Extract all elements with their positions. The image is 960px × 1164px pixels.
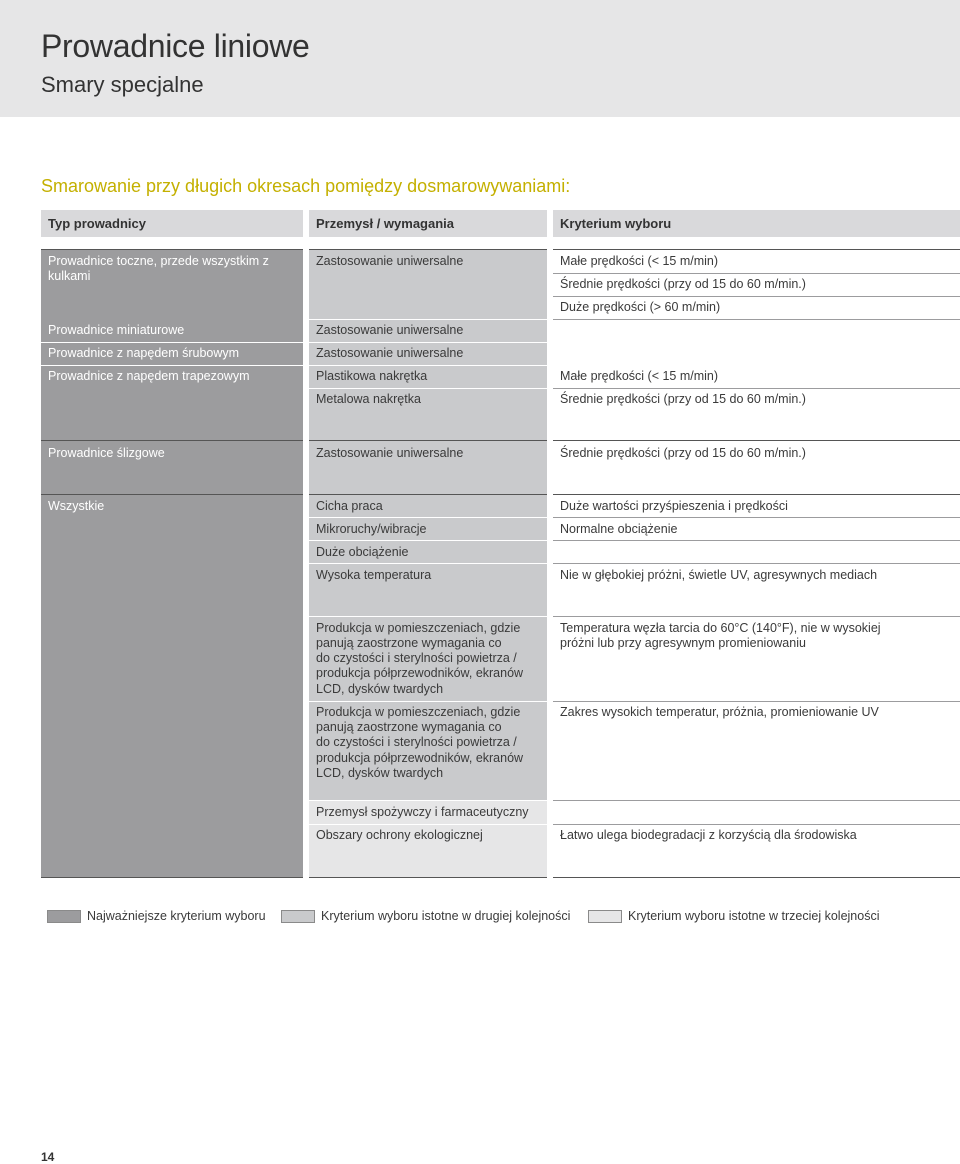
row-separator bbox=[553, 616, 960, 617]
table-bottom-rule bbox=[553, 877, 960, 878]
row-separator bbox=[309, 365, 547, 366]
legend-label: Najważniejsze kryterium wyboru bbox=[87, 909, 266, 923]
group-wszystkie-type-cell bbox=[41, 495, 303, 877]
requirement-label: Produkcja w pomieszczeniach, gdzie bbox=[316, 621, 521, 635]
requirement-label: Zastosowanie uniwersalne bbox=[316, 254, 464, 268]
requirement-label: panują zaostrzone wymagania co bbox=[316, 720, 502, 734]
row-separator bbox=[553, 563, 960, 564]
table-bottom-rule bbox=[309, 877, 547, 878]
criterion-label: Małe prędkości (< 15 m/min) bbox=[560, 254, 719, 268]
legend-swatch-primary bbox=[47, 910, 81, 923]
requirement-label: Wysoka temperatura bbox=[316, 568, 432, 582]
type-label: kulkami bbox=[48, 269, 91, 283]
page-subtitle: Smary specjalne bbox=[41, 72, 204, 97]
row-separator bbox=[553, 296, 960, 297]
row-separator bbox=[309, 342, 547, 343]
type-label: Prowadnice z napędem śrubowym bbox=[48, 346, 240, 360]
criterion-label: Łatwo ulega biodegradacji z korzyścią dla środowiska bbox=[560, 828, 857, 842]
page-title: Prowadnice liniowe bbox=[41, 28, 310, 64]
requirement-label: Plastikowa nakrętka bbox=[316, 369, 428, 383]
type-label: Prowadnice toczne, przede wszystkim z bbox=[48, 254, 269, 268]
column-header-requirements: Przemysł / wymagania bbox=[309, 210, 547, 237]
criterion-label: Zakres wysokich temperatur, próżnia, promieniowanie UV bbox=[560, 705, 879, 719]
criterion-label: Małe prędkości (< 15 m/min) bbox=[560, 369, 719, 383]
row-separator bbox=[309, 540, 547, 541]
table-bottom-rule bbox=[41, 877, 303, 878]
criterion-label: Normalne obciążenie bbox=[560, 522, 678, 536]
row-separator bbox=[309, 701, 547, 702]
criterion-label: Średnie prędkości (przy od 15 do 60 m/min.) bbox=[560, 277, 806, 291]
row-separator bbox=[553, 800, 960, 801]
row-separator bbox=[309, 319, 547, 320]
group-rule bbox=[553, 494, 960, 495]
row-separator bbox=[41, 365, 303, 366]
requirement-label: panują zaostrzone wymagania co bbox=[316, 636, 502, 650]
row-separator bbox=[41, 342, 303, 343]
requirement-label: Mikroruchy/wibracje bbox=[316, 522, 427, 536]
row-separator bbox=[553, 517, 960, 518]
requirement-label: Cicha praca bbox=[316, 499, 383, 513]
row-separator bbox=[553, 824, 960, 825]
header-rule bbox=[553, 249, 960, 250]
requirement-label: LCD, dysków twardych bbox=[316, 766, 444, 780]
requirement-label: LCD, dysków twardych bbox=[316, 682, 444, 696]
requirement-label: Duże obciążenie bbox=[316, 545, 409, 559]
type-label: Prowadnice ślizgowe bbox=[48, 446, 165, 460]
row-separator bbox=[553, 540, 960, 541]
row-separator bbox=[309, 563, 547, 564]
section-title: Smarowanie przy długich okresach pomiędzy dosmarowywaniami: bbox=[41, 176, 571, 196]
criterion-label: próżni lub przy agresywnym promieniowaniu bbox=[560, 636, 806, 650]
row-separator bbox=[553, 273, 960, 274]
column-header-criteria: Kryterium wyboru bbox=[553, 210, 960, 237]
requirement-label: Zastosowanie uniwersalne bbox=[316, 446, 464, 460]
page-number: 14 bbox=[41, 1150, 55, 1164]
row-separator bbox=[309, 388, 547, 389]
row-separator bbox=[553, 701, 960, 702]
type-label: Wszystkie bbox=[48, 499, 105, 513]
requirement-label: Zastosowanie uniwersalne bbox=[316, 346, 464, 360]
criterion-label: Średnie prędkości (przy od 15 do 60 m/min.) bbox=[560, 392, 806, 406]
row-separator bbox=[553, 319, 960, 320]
requirement-label: Produkcja w pomieszczeniach, gdzie bbox=[316, 705, 521, 719]
requirement-label: do czystości i sterylności powietrza / bbox=[316, 735, 517, 749]
requirement-label: do czystości i sterylności powietrza / bbox=[316, 651, 517, 665]
criterion-label: Duże prędkości (> 60 m/min) bbox=[560, 300, 721, 314]
type-label: Prowadnice miniaturowe bbox=[48, 323, 185, 337]
group-rule bbox=[553, 440, 960, 441]
requirement-label: produkcja półprzewodników, ekranów bbox=[316, 751, 524, 765]
legend-label: Kryterium wyboru istotne w drugiej kolejności bbox=[321, 909, 571, 923]
group-toczne-requirements-cell bbox=[309, 250, 547, 440]
requirement-label: produkcja półprzewodników, ekranów bbox=[316, 666, 524, 680]
row-separator bbox=[309, 824, 547, 825]
criterion-label: Średnie prędkości (przy od 15 do 60 m/min.) bbox=[560, 446, 806, 460]
row-separator bbox=[553, 388, 960, 389]
page-header bbox=[0, 0, 960, 117]
criterion-label: Nie w głębokiej próżni, świetle UV, agresywnych mediach bbox=[560, 568, 878, 582]
requirement-label: Zastosowanie uniwersalne bbox=[316, 323, 464, 337]
type-label: Prowadnice z napędem trapezowym bbox=[48, 369, 250, 383]
legend-label: Kryterium wyboru istotne w trzeciej kolejności bbox=[628, 909, 880, 923]
requirement-label: Metalowa nakrętka bbox=[316, 392, 421, 406]
requirement-label: Obszary ochrony ekologicznej bbox=[316, 828, 483, 842]
column-header-type: Typ prowadnicy bbox=[41, 210, 303, 237]
criterion-label: Duże wartości przyśpieszenia i prędkości bbox=[560, 499, 788, 513]
legend-swatch-secondary bbox=[281, 910, 315, 923]
requirement-label: Przemysł spożywczy i farmaceutyczny bbox=[316, 805, 529, 819]
row-separator bbox=[309, 517, 547, 518]
legend-swatch-tertiary bbox=[588, 910, 622, 923]
criterion-label: Temperatura węzła tarcia do 60°C (140°F), nie w wysokiej bbox=[560, 621, 881, 635]
